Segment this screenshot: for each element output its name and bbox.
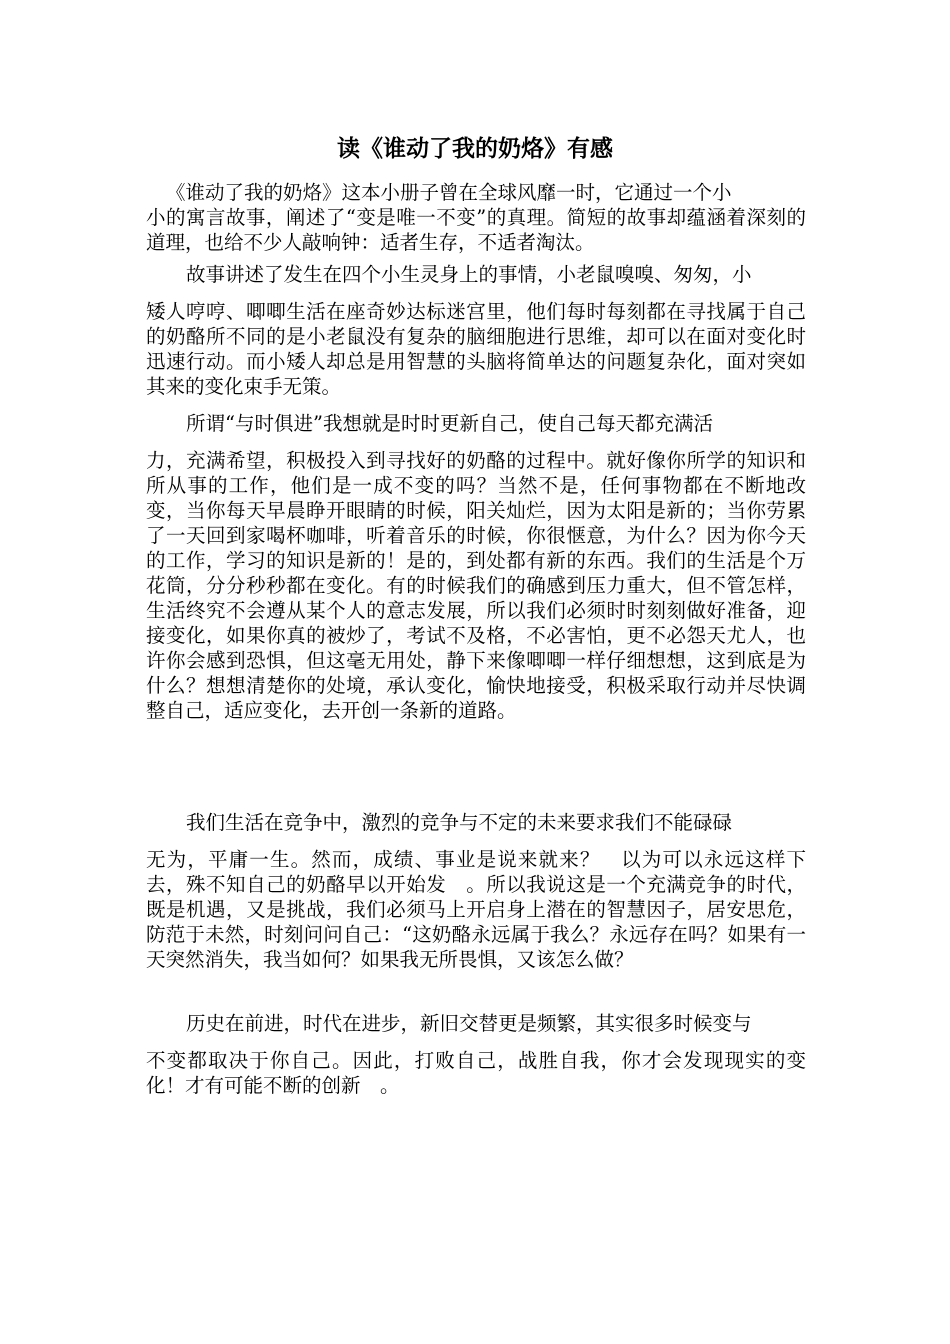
paragraph-5-body: 不变都取决于你自己。因此，打败自己，战胜自我，你才会发现现实的变化！才有可能不断的创新 。 <box>146 1049 806 1097</box>
paragraph-3-first-line: 所谓“与时俱进”我想就是时时更新自己，使自己每天都充满活 <box>186 412 713 435</box>
paragraph-4 <box>146 810 806 972</box>
paragraph-5 <box>146 1011 806 1098</box>
paragraph-3-body: 力，充满希望，积极投入到寻找好的奶酪的过程中。就好像你所学的知识和所从事的工作，他们是一成不变的吗？当然不是，任何事物都在不断地改变，当你每天早晨睁开眼睛的时候，阳关灿烂，因为太阳是新的；当你劳累了一天回到家喝杯咖啡，听着音乐的时候，你很惬意，为什么？因为你今天的工作，学习的知识是新的！是的，到处都有新的东西。我们的生活是个万花筒，分分秒秒都在变化。有的时候我们的确感到压力重大，但不管怎样，生活终究不会遵从某个人的意志发展，所以我们必须时时刻刻做好准备，迎接变化，如果你真的被炒了，考试不及格，不必害怕，更不必怨天尤人，也许你会感到恐惧，但这毫无用处，静下来像唧唧一样仔细想想，这到底是为什么？想想清楚你的处境，承认变化，愉快地接受，积极采取行动并尽快调整自己，适应变化，去开创一条新的道路。 <box>146 449 806 722</box>
paragraph-2-body: 矮人哼哼、唧唧生活在座奇妙达标迷宫里，他们每时每刻都在寻找属于自己的奶酪所不同的是小老鼠没有复杂的脑细胞进行思维，却可以在面对变化时迅速行动。而小矮人却总是用智慧的头脑将简单达的问题复杂化，面对突如其来的变化束手无策。 <box>146 300 806 398</box>
paragraph-3 <box>146 411 806 723</box>
paragraph-4-body: 无为，平庸一生。然而，成绩、事业是说来就来？ 以为可以永远这样下去，殊不知自己的奶酪早以开始发 。所以我说这是一个充满竞争的时代，既是机遇，又是挑战，我们必须马上开启身上潜在的智慧因子，居安思危，防范于未然，时刻问问自己：“这奶酪永远属于我么？永远存在吗？如果有一天突然消失，我当如何？如果我无所畏惧，又该怎么做？ <box>146 848 806 971</box>
paragraph-1-body: 小的寓言故事，阐述了“变是唯一不变”的真理。简短的故事却蕴涵着深刻的道理，也给不少人敲响钟：适者生存，不适者淘汰。 <box>146 206 806 254</box>
paragraph-1-first-line: 《谁动了我的奶烙》这本小册子曾在全球风靡一时，它通过一个小 <box>166 181 732 204</box>
document-title: 读《谁动了我的奶烙》有感 <box>337 135 613 162</box>
paragraph-4-first-line: 我们生活在竞争中，激烈的竞争与不定的未来要求我们不能碌碌 <box>186 811 733 834</box>
paragraph-1 <box>146 180 806 255</box>
paragraph-2-first-line: 故事讲述了发生在四个小生灵身上的事情，小老鼠嗅嗅、匆匆，小 <box>186 263 752 286</box>
paragraph-5-first-line: 历史在前进，时代在进步，新旧交替更是频繁，其实很多时候变与 <box>186 1012 752 1035</box>
paragraph-2 <box>146 262 806 399</box>
